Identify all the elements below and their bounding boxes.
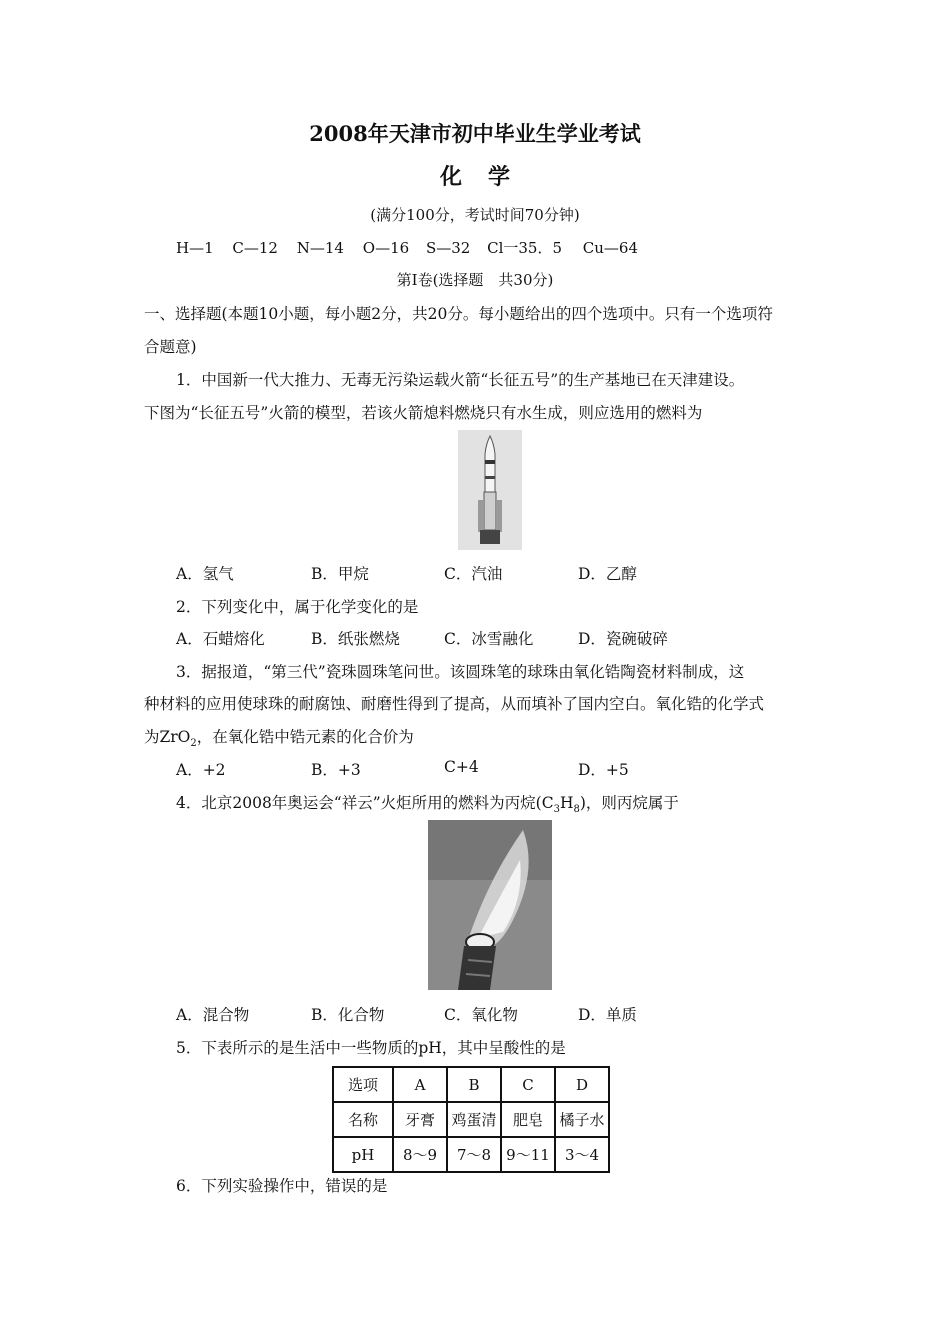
torch-illustration [428, 820, 552, 990]
exam-title: 2008年天津市初中毕业生学业考试 [309, 121, 641, 146]
section-title: 第Ⅰ卷(选择题 共30分) [396, 271, 554, 289]
table-cell: 橘子水 [555, 1102, 609, 1137]
q1-option-a: A．氢气 [176, 565, 234, 583]
question-6-stem: 6．下列实验操作中，错误的是 [176, 1177, 388, 1195]
table-cell: pH [333, 1137, 393, 1172]
table-row [333, 1137, 609, 1172]
q3-text: ，在氧化锆中锆元素的化合价为 [196, 728, 414, 746]
exam-meta: (满分100分，考试时间70分钟) [370, 206, 580, 224]
q2-option-d: D．瓷碗破碎 [578, 630, 668, 648]
atomic-mass: Cl一35．5 [487, 239, 562, 257]
question-4-stem [176, 791, 679, 815]
subject-title: 化学 [439, 164, 536, 190]
q2-option-c: C．冰雪融化 [444, 630, 534, 648]
table-cell: 7～8 [447, 1137, 501, 1172]
question-3-stem: 3．据报道，“第三代”瓷珠圆珠笔问世。该圆珠笔的球珠由氧化锆陶瓷材料制成，这 [176, 663, 745, 681]
table-cell: D [555, 1067, 609, 1102]
table-cell: A [393, 1067, 447, 1102]
q4-text: )，则丙烷属于 [579, 794, 679, 812]
torch-image [428, 820, 552, 990]
table-cell: 肥皂 [501, 1102, 555, 1137]
rocket-image [458, 430, 522, 550]
q4-option-a: A．混合物 [176, 1006, 250, 1024]
question-5-stem: 5．下表所示的是生活中一些物质的pH，其中呈酸性的是 [176, 1039, 566, 1057]
atomic-mass: N—14 [296, 239, 344, 257]
instructions-line: 合题意) [144, 338, 197, 356]
table-cell: 名称 [333, 1102, 393, 1137]
q3-option-c: C+4 [444, 758, 479, 776]
table-cell: C [501, 1067, 555, 1102]
atomic-mass: Cu—64 [582, 239, 639, 257]
question-1-stem: 下图为“长征五号”火箭的模型，若该火箭熄料燃烧只有水生成，则应选用的燃料为 [144, 404, 703, 422]
rocket-illustration [458, 430, 522, 550]
table-cell: 选项 [333, 1067, 393, 1102]
instructions-line: 一、选择题(本题10小题，每小题2分，共20分。每小题给出的四个选项中。只有一个选项符 [144, 305, 773, 323]
q4-option-c: C．氧化物 [444, 1006, 518, 1024]
q1-option-d: D．乙醇 [578, 565, 637, 583]
question-2-stem: 2．下列变化中，属于化学变化的是 [176, 598, 419, 616]
q3-subscript: 2 [190, 738, 197, 750]
q4-option-d: D．单质 [578, 1006, 637, 1024]
table-cell: B [447, 1067, 501, 1102]
table-cell: 鸡蛋清 [447, 1102, 501, 1137]
q2-option-b: B．纸张燃烧 [311, 630, 400, 648]
q4-subscript: 8 [573, 804, 580, 816]
atomic-mass: O—16 [362, 239, 410, 257]
q1-option-c: C．汽油 [444, 565, 503, 583]
table-cell: 8～9 [393, 1137, 447, 1172]
q4-option-b: B．化合物 [311, 1006, 385, 1024]
table-row [333, 1102, 609, 1137]
atomic-mass: S—32 [425, 239, 471, 257]
question-1-stem: 1．中国新一代大推力、无毒无污染运载火箭“长征五号”的生产基地已在天津建设。 [176, 371, 745, 389]
table-row [333, 1067, 609, 1102]
q3-option-a: A．+2 [176, 761, 226, 779]
q3-option-b: B．+3 [311, 761, 361, 779]
q4-text: H [559, 794, 574, 812]
atomic-mass: H—1 [176, 239, 214, 257]
table-cell: 牙膏 [393, 1102, 447, 1137]
q4-text: 4．北京2008年奥运会“祥云”火炬所用的燃料为丙烷(C [176, 794, 554, 812]
ph-table [332, 1066, 610, 1173]
q2-option-a: A．石蜡熔化 [176, 630, 265, 648]
q1-option-b: B．甲烷 [311, 565, 369, 583]
atomic-mass: C—12 [232, 239, 278, 257]
question-3-stem [144, 725, 414, 749]
q4-subscript: 3 [553, 804, 560, 816]
question-3-stem: 种材料的应用使球珠的耐腐蚀、耐磨性得到了提高，从而填补了国内空白。氧化锆的化学式 [144, 695, 765, 713]
q3-option-d: D．+5 [578, 761, 629, 779]
table-cell: 3～4 [555, 1137, 609, 1172]
table-cell: 9～11 [501, 1137, 555, 1172]
atomic-masses [176, 237, 638, 258]
q3-text: 为ZrO [144, 728, 191, 746]
